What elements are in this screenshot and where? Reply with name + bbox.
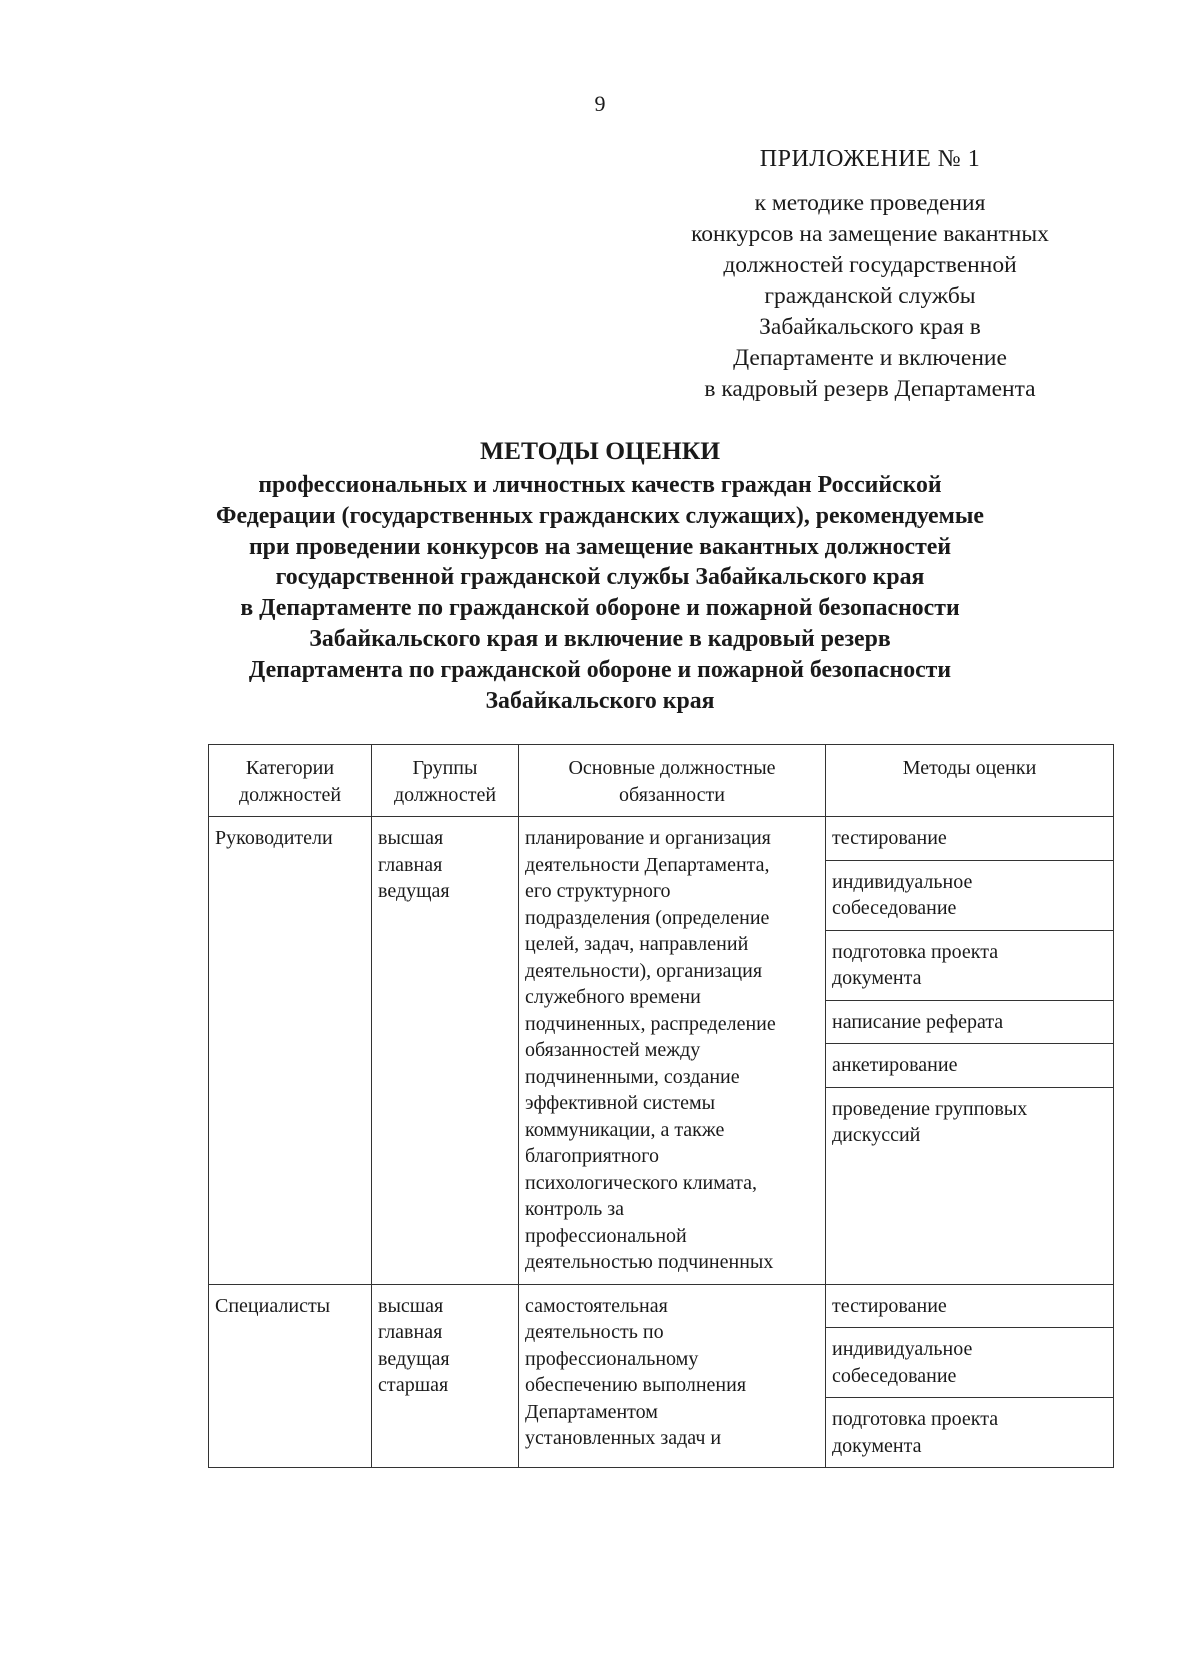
groups-cell: высшая главная ведущая старшая [372, 1284, 519, 1468]
method-item: подготовка проекта документа [832, 1408, 999, 1457]
subtitle-line: государственной гражданской службы Забайкальского края [275, 564, 925, 591]
method-item: индивидуальное собеседование [826, 1328, 1113, 1398]
appendix-line: Забайкальского края в [759, 314, 981, 340]
methods-list [826, 817, 1113, 1157]
category-cell: Специалисты [209, 1284, 372, 1468]
subtitle-line: профессиональных и личностных качеств граждан Российской [258, 472, 942, 498]
methods-cell [826, 1284, 1114, 1468]
subtitle-line: Забайкальского края [485, 687, 715, 714]
subtitle-line: Федерации (государственных гражданских служащих), рекомендуемые [216, 502, 984, 529]
appendix-line: должностей государственной [723, 252, 1017, 278]
method-item: тестирование [826, 817, 1113, 861]
subtitle-line: Забайкальского края и включение в кадровый резерв [309, 625, 891, 652]
table-row [209, 817, 1114, 1285]
duties-cell: самостоятельная деятельность по профессиональному обеспечению выполнения Департаментом установленных задач и [519, 1284, 826, 1468]
appendix-line: конкурсов на замещение вакантных [691, 221, 1049, 247]
header-category: Категории должностей [209, 745, 372, 817]
method-item: анкетирование [826, 1044, 1113, 1088]
appendix-subtitle [660, 188, 1080, 405]
method-item: тестирование [826, 1285, 1113, 1329]
page-number: 9 [594, 91, 606, 116]
appendix-line: гражданской службы [764, 283, 976, 309]
header-duties: Основные должностные обязанности [519, 745, 826, 817]
appendix-line: в кадровый резерв Департамента [704, 376, 1036, 402]
document-title: МЕТОДЫ ОЦЕНКИ [479, 436, 721, 465]
appendix-line: Департаменте и включение [733, 345, 1007, 371]
subtitle-line: при проведении конкурсов на замещение вакантных должностей [248, 533, 952, 560]
table-header-row [209, 745, 1114, 817]
methods-table [208, 744, 1114, 1468]
method-item: индивидуальное собеседование [826, 861, 1113, 931]
methods-cell [826, 817, 1114, 1285]
appendix-line: к методике проведения [754, 190, 986, 216]
subtitle-line: Департамента по гражданской обороне и пожарной безопасности [248, 656, 952, 683]
document-subtitle [0, 470, 1200, 716]
groups-cell: высшая главная ведущая [372, 817, 519, 1285]
method-item: проведение групповых дискуссий [832, 1097, 1028, 1146]
header-methods: Методы оценки [826, 745, 1114, 817]
category-cell: Руководители [209, 817, 372, 1285]
subtitle-line: в Департаменте по гражданской обороне и пожарной безопасности [240, 595, 960, 622]
duties-cell: планирование и организация деятельности Департамента, его структурного подразделения (определение целей, задач, направлений деятельности), организация служебного времени подчиненных, распределение обязанностей между подчиненными, создание эффективной системы коммуникации, а также благоприятного психологического климата, контроль за профессиональной деятельностью подчиненных [519, 817, 826, 1285]
appendix-title: ПРИЛОЖЕНИЕ № 1 [759, 146, 981, 172]
table-row [209, 1284, 1114, 1468]
header-groups: Группы должностей [372, 745, 519, 817]
methods-list [826, 1285, 1113, 1468]
method-item: подготовка проекта документа [826, 931, 1113, 1001]
method-item: написание реферата [826, 1001, 1113, 1045]
